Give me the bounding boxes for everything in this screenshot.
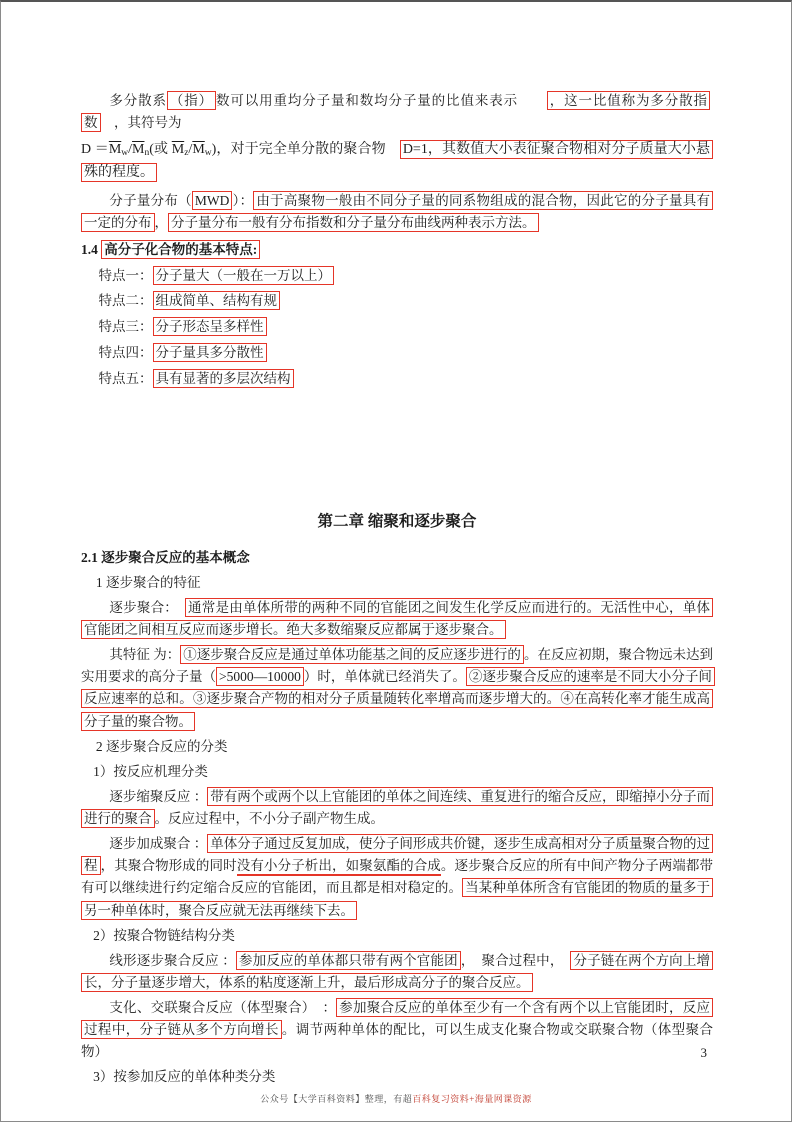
text-segment: 特点三： bbox=[98, 319, 153, 335]
red-box-annotation: 通常是由单体所带的两种不同的官能团之间发生化学反应而进行的。无活性中心，单体官能团之间相互反应而逐步增长。绝大多数缩聚反应都属于逐步聚合。 bbox=[81, 598, 713, 639]
text-segment: 2 逐步聚合反应的分类 bbox=[95, 738, 228, 754]
text-segment: ， 聚合过程中， bbox=[460, 952, 571, 968]
list-item bbox=[99, 290, 713, 313]
text-segment: 。调节两种单体的配比，可以生成支化聚合物或交联聚合物（体型聚合物） bbox=[81, 1022, 714, 1060]
list-item bbox=[99, 265, 713, 288]
paragraph bbox=[81, 90, 713, 134]
formula-symbol: $\overline{M}$ bbox=[171, 142, 185, 158]
text-segment: 数可以用重均分子量和数均分子量的比值来表示 bbox=[216, 93, 547, 108]
paragraph bbox=[81, 786, 713, 830]
red-box-annotation: >5000—10000 bbox=[216, 667, 304, 686]
text-segment: 。逐步聚合反应的所有中间产物分子两端都带有可以继续进行约定缩合反应的官能团，而且都是相对稳定的。 bbox=[81, 858, 714, 896]
red-box-annotation: 分子链在两个方向上增长，分子量逐步增大，体系的粘度逐渐上升，最后形成高分子的聚合反应。 bbox=[81, 951, 713, 992]
red-box-annotation: MWD bbox=[192, 191, 233, 210]
formula-subscript: n bbox=[144, 148, 150, 159]
text-segment: 逐步聚合： bbox=[109, 599, 186, 615]
sub-heading bbox=[96, 572, 713, 594]
text-segment: ）时，单体就已经消失了。 bbox=[303, 669, 466, 685]
sub-heading bbox=[93, 761, 713, 783]
text-segment: 分子量分布（ bbox=[109, 193, 192, 209]
text-segment: 逐步缩聚反应 ： bbox=[109, 788, 208, 804]
text-segment: (或 bbox=[149, 142, 172, 158]
red-box-annotation: D=1，其数值大小表征聚合物相对分子质量大小悬殊的程度。 bbox=[81, 140, 713, 182]
red-box-annotation: 参加反应的单体都只带有两个官能团 bbox=[236, 951, 461, 970]
text-segment: 支化、交联聚合反应（体型聚合） ： bbox=[109, 1000, 337, 1015]
text-segment: 。反应过程中，不小分子副产物生成。 bbox=[154, 811, 384, 826]
text-segment: 其特征 为： bbox=[109, 647, 181, 663]
sub-heading bbox=[96, 736, 713, 758]
red-box-annotation: ，这一比值称为多分散指数 bbox=[81, 91, 710, 132]
paragraph bbox=[81, 950, 713, 994]
red-box-annotation: 分子量分布一般有分布指数和分子量分布曲线两种表示方法。 bbox=[168, 213, 539, 232]
paragraph bbox=[81, 644, 713, 733]
text-segment: 2.1 逐步聚合反应的基本概念 bbox=[81, 549, 250, 565]
formula-symbol: $\overline{M}$ bbox=[108, 142, 122, 158]
red-box-annotation: 分子量大（一般在一万以上） bbox=[153, 266, 335, 285]
red-box-annotation: 具有显著的多层次结构 bbox=[153, 369, 294, 388]
page-footer bbox=[1, 1092, 791, 1105]
red-box-annotation: ②逐步聚合反应的速率是不同大小分子间反应速率的总和。③逐步聚合产物的相对分子质量随转化率增高而逐步增大的。④在高转化率才能生成高分子量的聚合物。 bbox=[81, 667, 715, 730]
document-content bbox=[81, 90, 713, 1092]
red-box-annotation: 当某种单体所含有官能团的物质的量多于另一种单体时，聚合反应就无法再继续下去。 bbox=[81, 878, 713, 919]
sub-heading bbox=[93, 925, 713, 947]
red-box-annotation: 由于高聚物一般由不同分子量的同系物组成的混合物，因此它的分子量具有一定的分布 bbox=[81, 191, 713, 232]
text-segment: 多分散系 bbox=[109, 93, 167, 108]
red-box-annotation: 分子量具多分散性 bbox=[153, 343, 267, 362]
footer-text: 公众号【大学百科资料】整理，有超 bbox=[260, 1094, 413, 1104]
formula-subscript: w bbox=[204, 148, 212, 159]
red-box-annotation: 分子形态呈多样性 bbox=[153, 317, 267, 336]
text-segment: 2）按聚合物链结构分类 bbox=[93, 927, 235, 943]
red-box-annotation: 带有两个或两个以上官能团的单体之间连续、重复进行的缩合反应，即缩掉小分子而进行的聚合 bbox=[81, 787, 713, 828]
text-segment: )，对于完全单分散的聚合物 bbox=[211, 142, 400, 158]
red-box-annotation: ①逐步聚合反应是通过单体功能基之间的反应逐步进行的 bbox=[180, 645, 524, 664]
red-underline-annotation: 没有小分子析出，如聚氨酯的合成 bbox=[237, 858, 441, 876]
list-item bbox=[99, 368, 713, 391]
red-box-annotation: 组成简单、结构有规 bbox=[153, 291, 281, 310]
chapter-title bbox=[81, 509, 713, 534]
section-heading bbox=[81, 239, 713, 261]
text-segment: 3）按参加反应的单体种类分类 bbox=[93, 1069, 276, 1085]
text-segment: 特点二： bbox=[98, 293, 153, 309]
text-segment: / bbox=[128, 142, 133, 158]
text-segment: / bbox=[188, 142, 193, 158]
sub-heading bbox=[93, 1066, 713, 1088]
text-segment: 。在反应初期，聚合物远未达到实用要求的高分子量（ bbox=[81, 647, 714, 685]
red-box-annotation: 高分子化合物的基本特点: bbox=[101, 240, 260, 259]
section-heading bbox=[81, 547, 713, 569]
text-segment: 第二章 缩聚和逐步聚合 bbox=[317, 513, 477, 531]
text-segment: D ＝ bbox=[81, 142, 109, 158]
text-segment: ，其聚合物形成的同时 bbox=[100, 858, 237, 874]
formula-symbol: $\overline{M}$ bbox=[132, 142, 145, 158]
list-item bbox=[99, 342, 713, 365]
text-segment: 逐步加成聚合 ： bbox=[109, 836, 208, 852]
list-item bbox=[99, 316, 713, 339]
formula-subscript: z bbox=[184, 148, 189, 159]
formula-symbol: $\overline{M}$ bbox=[192, 142, 205, 158]
paragraph bbox=[81, 833, 713, 922]
text-segment: 1.4 bbox=[81, 242, 102, 258]
text-segment: 特点五： bbox=[98, 371, 153, 387]
text-segment: 1）按反应机理分类 bbox=[93, 763, 208, 779]
formula-line bbox=[81, 137, 713, 187]
text-segment: 特点一： bbox=[98, 267, 153, 283]
page-number: 3 bbox=[700, 1045, 707, 1060]
text-segment: ）： bbox=[232, 193, 254, 209]
paragraph bbox=[81, 190, 713, 234]
paragraph bbox=[81, 597, 713, 641]
paragraph bbox=[81, 997, 713, 1063]
text-segment: 特点四： bbox=[98, 345, 153, 361]
text-segment: 1 逐步聚合的特征 bbox=[95, 574, 201, 590]
red-box-annotation: 参加聚合反应的单体至少有一个含有两个以上官能团时，反应过程中，分子链从多个方向增长 bbox=[81, 998, 713, 1039]
red-box-annotation: （指） bbox=[167, 91, 216, 110]
text-segment: 线形逐步聚合反应 ： bbox=[109, 952, 236, 968]
footer-text-accent: 百科复习资料+海量网课资源 bbox=[412, 1094, 532, 1104]
text-segment: ， bbox=[154, 215, 168, 231]
red-box-annotation: 单体分子通过反复加成，使分子间形成共价键，逐步生成高相对分子质量聚合物的过程 bbox=[81, 834, 713, 875]
text-segment: ，其符号为 bbox=[100, 115, 182, 131]
formula-subscript: w bbox=[121, 148, 129, 159]
